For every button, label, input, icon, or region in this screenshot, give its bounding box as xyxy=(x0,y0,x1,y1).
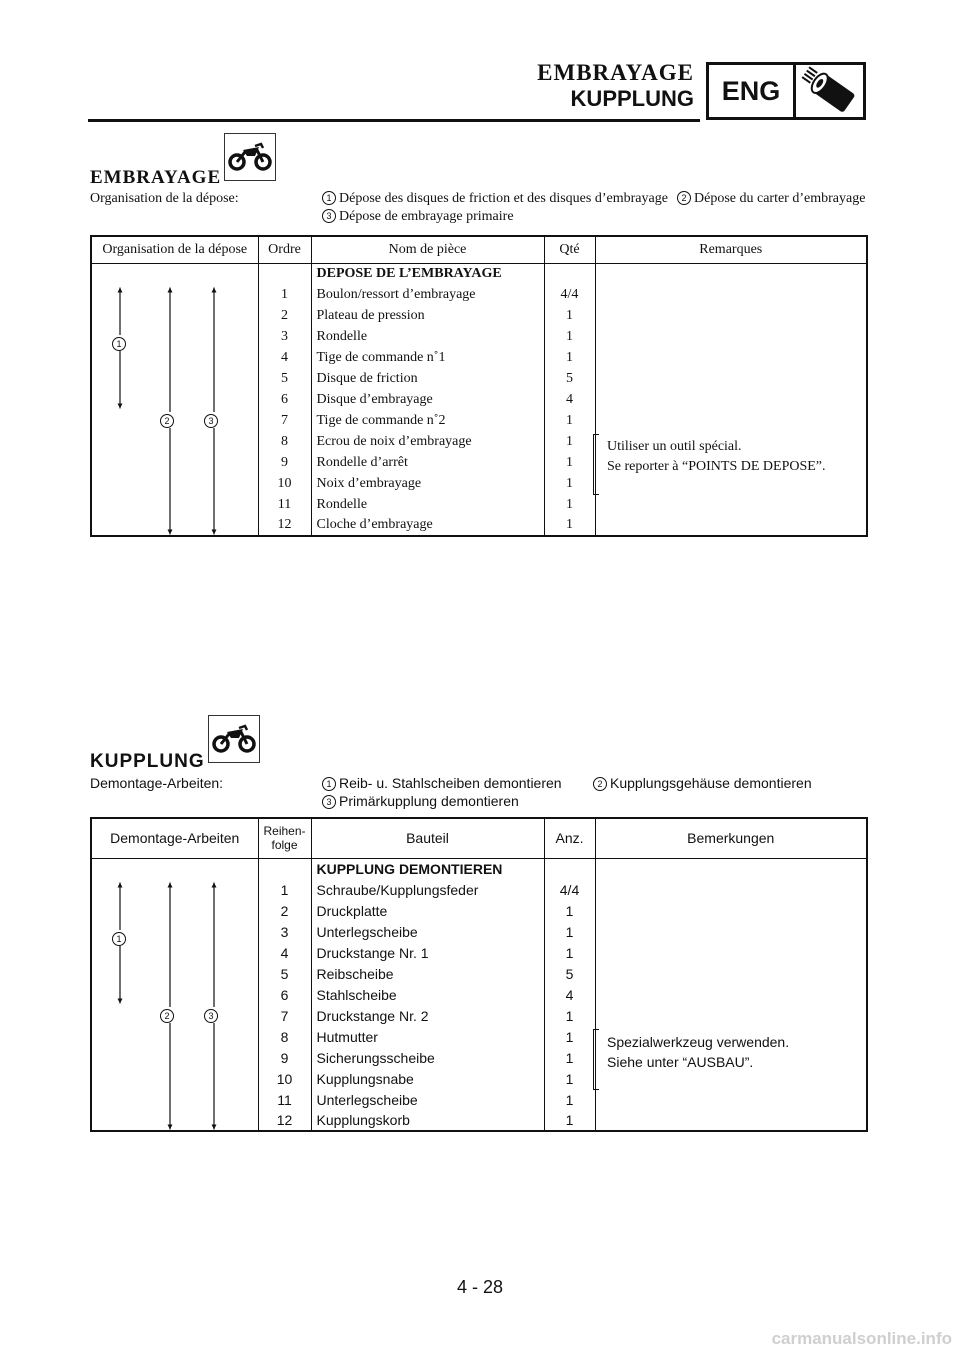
header-title-fr: EMBRAYAGE xyxy=(537,60,694,85)
remark-line: Spezialwerkzeug verwenden. xyxy=(607,1034,790,1050)
order-cell: 9 xyxy=(258,1047,311,1068)
qty-cell: 1 xyxy=(544,1068,595,1089)
arrow-head xyxy=(212,1125,217,1130)
order-cell: 12 xyxy=(258,1110,311,1131)
order-cell: 3 xyxy=(258,326,311,347)
motorcycle-icon xyxy=(208,715,260,763)
qty-cell: 1 xyxy=(544,305,595,326)
order-cell: 5 xyxy=(258,368,311,389)
intro-step-fr-2: 2 Dépose du carter d’embrayage xyxy=(677,189,865,209)
qty-cell: 1 xyxy=(544,494,595,515)
arrow-head xyxy=(168,288,173,293)
order-cell: 8 xyxy=(258,431,311,452)
arrow-head xyxy=(118,999,123,1004)
qty-cell: 1 xyxy=(544,1047,595,1068)
remark-text xyxy=(607,437,826,477)
sequence-label: 3 xyxy=(204,412,221,428)
qty-cell: 1 xyxy=(544,452,595,473)
order-cell: 8 xyxy=(258,1026,311,1047)
qty-cell: 4 xyxy=(544,389,595,410)
part-name-cell: Hutmutter xyxy=(311,1026,544,1047)
part-name-cell: Schraube/Kupplungsfeder xyxy=(311,879,544,900)
order-cell: 10 xyxy=(258,473,311,494)
col-header: Ordre xyxy=(258,236,311,263)
qty-cell xyxy=(544,858,595,879)
section-title-de: KUPPLUNG xyxy=(90,751,205,772)
part-name-cell: Stahlscheibe xyxy=(311,984,544,1005)
header-title-de: KUPPLUNG xyxy=(570,86,694,111)
order-cell: 3 xyxy=(258,921,311,942)
order-cell: 9 xyxy=(258,452,311,473)
qty-cell: 1 xyxy=(544,900,595,921)
order-cell: 12 xyxy=(258,515,311,536)
qty-cell: 5 xyxy=(544,368,595,389)
arrow-head xyxy=(168,530,173,535)
order-cell: 2 xyxy=(258,305,311,326)
order-cell: 6 xyxy=(258,389,311,410)
intro-label-fr: Organisation de la dépose: xyxy=(90,191,239,206)
qty-cell: 1 xyxy=(544,410,595,431)
remark-text xyxy=(607,1032,789,1072)
order-cell: 1 xyxy=(258,879,311,900)
part-name-cell: Disque de friction xyxy=(311,368,544,389)
order-cell: 10 xyxy=(258,1068,311,1089)
col-header: Qté xyxy=(544,236,595,263)
sequence-label: 1 xyxy=(112,930,129,946)
part-name-cell: Rondelle d’arrêt xyxy=(311,452,544,473)
part-name-cell: Druckstange Nr. 2 xyxy=(311,1005,544,1026)
part-name-cell: Unterlegscheibe xyxy=(311,921,544,942)
order-cell xyxy=(258,858,311,879)
part-name-cell: Tige de commande n˚1 xyxy=(311,347,544,368)
eng-label: ENG xyxy=(709,65,796,117)
qty-cell: 4/4 xyxy=(544,879,595,900)
sequence-label: 1 xyxy=(112,335,129,351)
part-name-cell: Kupplungskorb xyxy=(311,1110,544,1131)
remark-bracket xyxy=(593,1029,599,1090)
arrow-head xyxy=(168,883,173,888)
engine-part-icon xyxy=(795,65,863,117)
order-cell: 5 xyxy=(258,963,311,984)
qty-cell: 1 xyxy=(544,347,595,368)
sequence-label: 2 xyxy=(160,412,177,428)
col-header: Organisation de la dépose xyxy=(91,236,258,263)
part-name-cell: Cloche d’embrayage xyxy=(311,515,544,536)
part-name-cell: Unterlegscheibe xyxy=(311,1089,544,1110)
remark-line: Utiliser un outil spécial. xyxy=(607,439,742,454)
part-name-cell: KUPPLUNG DEMONTIEREN xyxy=(311,858,544,879)
part-name-cell: Sicherungsscheibe xyxy=(311,1047,544,1068)
qty-cell: 1 xyxy=(544,1110,595,1131)
order-cell: 7 xyxy=(258,1005,311,1026)
intro-step-de-3: 3 Primärkupplung demontieren xyxy=(322,791,519,811)
col-header-line: Reihen- xyxy=(263,824,306,839)
qty-cell: 4 xyxy=(544,984,595,1005)
qty-cell: 1 xyxy=(544,326,595,347)
watermark: carmanualsonline.info xyxy=(771,1329,952,1348)
page-number: 4 - 28 xyxy=(456,1277,504,1297)
part-name-cell: Ecrou de noix d’embrayage xyxy=(311,431,544,452)
remark-line: Siehe unter “AUSBAU”. xyxy=(607,1054,754,1070)
col-header: Nom de pièce xyxy=(311,236,544,263)
col-header: Bauteil xyxy=(311,818,544,858)
motorcycle-icon xyxy=(224,133,276,181)
order-cell: 4 xyxy=(258,347,311,368)
qty-cell: 1 xyxy=(544,431,595,452)
order-cell: 1 xyxy=(258,284,311,305)
sequence-label: 2 xyxy=(160,1007,177,1023)
part-name-cell: Druckplatte xyxy=(311,900,544,921)
arrow-head xyxy=(212,883,217,888)
order-cell: 11 xyxy=(258,494,311,515)
arrow-head xyxy=(168,1125,173,1130)
order-cell: 7 xyxy=(258,410,311,431)
intro-step-de-2: 2 Kupplungsgehäuse demontieren xyxy=(593,773,812,793)
sequence-arrows xyxy=(92,859,252,1134)
arrow-head xyxy=(118,288,123,293)
remark-bracket xyxy=(593,434,599,495)
part-name-cell: Kupplungsnabe xyxy=(311,1068,544,1089)
arrow-head xyxy=(212,288,217,293)
order-cell: 4 xyxy=(258,942,311,963)
qty-cell: 1 xyxy=(544,1026,595,1047)
intro-label-de: Demontage-Arbeiten: xyxy=(90,775,224,791)
order-cell: 11 xyxy=(258,1089,311,1110)
remarks-cell xyxy=(595,858,867,1131)
remark-line: Se reporter à “POINTS DE DEPOSE”. xyxy=(607,459,826,474)
order-cell xyxy=(258,263,311,284)
part-name-cell: Druckstange Nr. 1 xyxy=(311,942,544,963)
arrow-head xyxy=(118,883,123,888)
qty-cell: 1 xyxy=(544,1089,595,1110)
qty-cell: 1 xyxy=(544,515,595,536)
qty-cell xyxy=(544,263,595,284)
part-name-cell: Tige de commande n˚2 xyxy=(311,410,544,431)
part-name-cell: Rondelle xyxy=(311,494,544,515)
col-header xyxy=(258,818,311,858)
part-name-cell: Plateau de pression xyxy=(311,305,544,326)
col-header: Anz. xyxy=(544,818,595,858)
intro-step-de-1: 1 Reib- u. Stahlscheiben demontieren xyxy=(322,773,562,793)
header-rule xyxy=(88,119,700,122)
section-title-fr: EMBRAYAGE xyxy=(90,167,222,188)
order-cell: 2 xyxy=(258,900,311,921)
part-name-cell: Boulon/ressort d’embrayage xyxy=(311,284,544,305)
arrow-head xyxy=(118,404,123,409)
qty-cell: 4/4 xyxy=(544,284,595,305)
qty-cell: 1 xyxy=(544,921,595,942)
order-cell: 6 xyxy=(258,984,311,1005)
sequence-arrows xyxy=(92,264,252,539)
remarks-cell xyxy=(595,263,867,536)
part-name-cell: Disque d’embrayage xyxy=(311,389,544,410)
part-name-cell: Noix d’embrayage xyxy=(311,473,544,494)
part-name-cell: DEPOSE DE L’EMBRAYAGE xyxy=(311,263,544,284)
col-header: Bemerkungen xyxy=(595,818,867,858)
col-header-line: folge xyxy=(271,838,298,853)
intro-step-fr-1: 1 Dépose des disques de friction et des disques d’embrayage xyxy=(322,189,668,209)
sequence-label: 3 xyxy=(204,1007,221,1023)
intro-step-fr-3: 3 Dépose de embrayage primaire xyxy=(322,207,514,227)
col-header: Demontage-Arbeiten xyxy=(91,818,258,858)
qty-cell: 1 xyxy=(544,473,595,494)
part-name-cell: Rondelle xyxy=(311,326,544,347)
col-header: Remarques xyxy=(595,236,867,263)
eng-badge xyxy=(706,62,866,120)
qty-cell: 5 xyxy=(544,963,595,984)
arrow-head xyxy=(212,530,217,535)
part-name-cell: Reibscheibe xyxy=(311,963,544,984)
qty-cell: 1 xyxy=(544,1005,595,1026)
qty-cell: 1 xyxy=(544,942,595,963)
